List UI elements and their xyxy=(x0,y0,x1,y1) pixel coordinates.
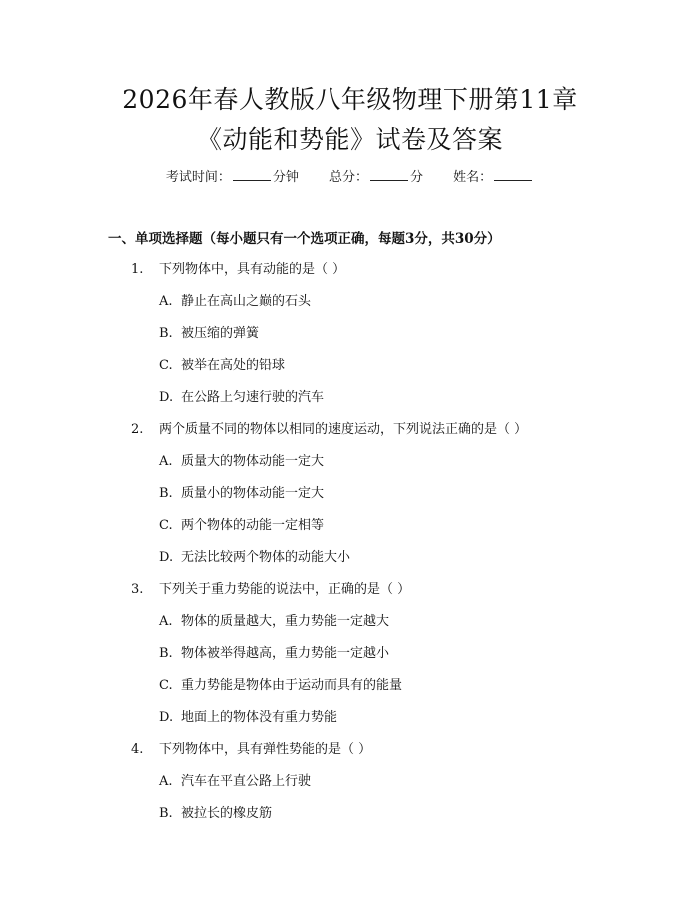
option-letter: D. xyxy=(159,710,174,725)
option-text: 无法比较两个物体的动能大小 xyxy=(181,550,351,565)
option-1a xyxy=(0,292,700,324)
option-text: 物体的质量越大，重力势能一定越大 xyxy=(181,614,390,629)
question-3 xyxy=(0,580,700,612)
option-2b xyxy=(0,484,700,516)
option-4b xyxy=(0,804,700,836)
option-4a xyxy=(0,772,700,804)
total-score-blank xyxy=(370,168,408,181)
option-letter: B. xyxy=(159,486,173,501)
total-score-label: 总分： xyxy=(328,170,368,185)
option-3d xyxy=(0,708,700,740)
question-number: 4. xyxy=(131,742,144,757)
option-1d xyxy=(0,388,700,420)
section-heading: 一、单项选择题（每小题只有一个选项正确，每题3分，共30分） xyxy=(108,231,501,247)
question-number: 3. xyxy=(131,582,144,597)
option-2a xyxy=(0,452,700,484)
question-1 xyxy=(0,260,700,292)
option-2c xyxy=(0,516,700,548)
option-letter: D. xyxy=(159,390,174,405)
option-text: 被举在高处的铅球 xyxy=(181,358,286,373)
title-line-1: 2026年春人教版八年级物理下册第11章 xyxy=(122,85,578,114)
option-letter: B. xyxy=(159,646,173,661)
exam-time-unit: 分钟 xyxy=(272,170,299,185)
option-text: 两个物体的动能一定相等 xyxy=(181,518,325,533)
question-number: 1. xyxy=(131,262,144,277)
option-letter: A. xyxy=(159,454,173,469)
option-1c xyxy=(0,356,700,388)
page-title xyxy=(0,82,700,158)
option-letter: A. xyxy=(159,774,173,789)
total-score-unit: 分 xyxy=(410,170,424,185)
option-text: 重力势能是物体由于运动而具有的能量 xyxy=(181,678,403,693)
question-2 xyxy=(0,420,700,452)
exam-time-label: 考试时间： xyxy=(165,170,231,185)
question-stem: 下列关于重力势能的说法中，正确的是（ ） xyxy=(159,582,411,597)
question-number: 2. xyxy=(131,422,144,437)
question-4 xyxy=(0,740,700,772)
option-3a xyxy=(0,612,700,644)
option-letter: C. xyxy=(159,678,173,693)
option-text: 在公路上匀速行驶的汽车 xyxy=(181,390,325,405)
option-letter: A. xyxy=(159,614,173,629)
option-text: 被拉长的橡皮筋 xyxy=(181,806,273,821)
option-text: 质量大的物体动能一定大 xyxy=(181,454,325,469)
option-2d xyxy=(0,548,700,580)
title-line-2: 《动能和势能》试卷及答案 xyxy=(196,125,503,154)
option-text: 汽车在平直公路上行驶 xyxy=(181,774,312,789)
name-label: 姓名： xyxy=(453,170,493,185)
exam-time-blank xyxy=(233,168,271,181)
option-text: 静止在高山之巅的石头 xyxy=(181,294,312,309)
option-letter: C. xyxy=(159,358,173,373)
option-letter: D. xyxy=(159,550,174,565)
option-text: 质量小的物体动能一定大 xyxy=(181,486,325,501)
option-letter: B. xyxy=(159,326,173,341)
option-3b xyxy=(0,644,700,676)
question-stem: 下列物体中，具有弹性势能的是（ ） xyxy=(159,742,372,757)
option-letter: C. xyxy=(159,518,173,533)
option-1b xyxy=(0,324,700,356)
option-letter: A. xyxy=(159,294,173,309)
question-list xyxy=(0,260,700,836)
option-text: 被压缩的弹簧 xyxy=(181,326,260,341)
total-score-field xyxy=(329,168,423,187)
exam-time-field xyxy=(166,168,299,187)
option-text: 物体被举得越高，重力势能一定越小 xyxy=(181,646,390,661)
option-text: 地面上的物体没有重力势能 xyxy=(181,710,338,725)
name-field xyxy=(453,168,534,187)
option-letter: B. xyxy=(159,806,173,821)
exam-info-row xyxy=(0,168,700,187)
name-blank xyxy=(494,168,532,181)
option-3c xyxy=(0,676,700,708)
question-stem: 下列物体中，具有动能的是（ ） xyxy=(159,262,346,277)
question-stem: 两个质量不同的物体以相同的速度运动，下列说法正确的是（ ） xyxy=(159,422,528,437)
